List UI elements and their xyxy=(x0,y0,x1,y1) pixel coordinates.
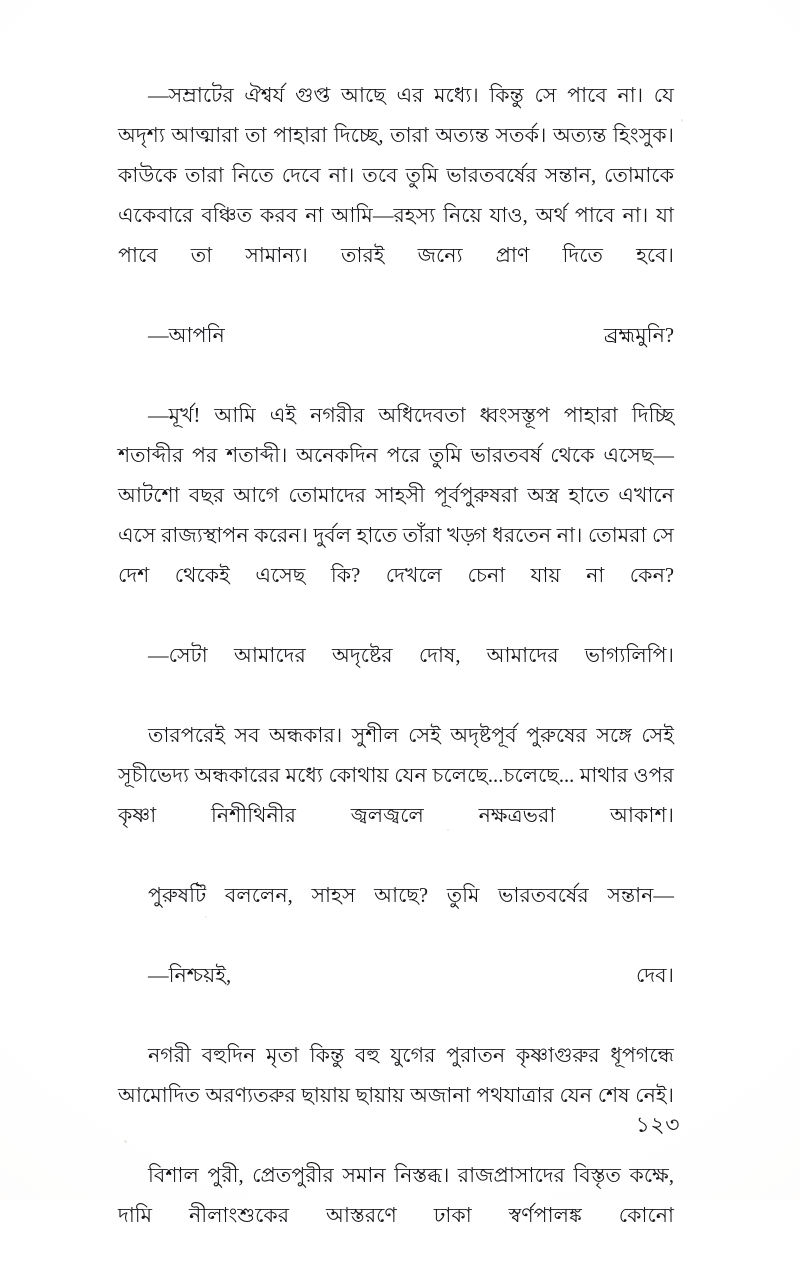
body-text-column xyxy=(118,76,674,1276)
paragraph: —নিশ্চয়ই, দেব। xyxy=(148,965,674,987)
page-number: ১২৩ xyxy=(635,1112,680,1137)
paragraph: —আপনি ব্রহ্মমুনি? xyxy=(148,325,674,347)
paragraph: তারপরেই সব অন্ধকার। সুশীল সেই অদৃষ্টপূর্ব পুরুষের সঙ্গে সেই সূচীভেদ্য অন্ধকারের মধ্যে কোথায় যেন চলেছে...চলেছে... মাথার ওপর কৃষ্ণা নিশীথিনীর জ্বলজ্বলে নক্ষত্রভরা আকাশ। xyxy=(118,725,674,827)
paragraph: পুরুষটি বললেন, সাহস আছে? তুমি ভারতবর্ষের সন্তান— xyxy=(148,885,674,907)
paragraph: নগরী বহুদিন মৃতা কিন্তু বহু যুগের পুরাতন কৃষ্ণাগুরুর ধূপগন্ধে আমোদিত অরণ্যতরুর ছায়ায় ছায়ায় অজানা পথযাত্রার যেন শেষ নেই। xyxy=(118,1045,674,1107)
paragraph: —সেটা আমাদের অদৃষ্টের দোষ, আমাদের ভাগ্যলিপি। xyxy=(148,645,674,667)
paragraph: বিশাল পুরী, প্রেতপুরীর সমান নিস্তব্ধ। রাজপ্রাসাদের বিস্তৃত কক্ষে, দামি নীলাংশুকের আস্তরণে ঢাকা স্বর্ণপালঙ্ক কোনো xyxy=(118,1165,674,1227)
scan-speck xyxy=(681,119,683,122)
paragraph: —সম্রাটের ঐশ্বর্য গুপ্ত আছে এর মধ্যে। কিন্তু সে পাবে না। যে অদৃশ্য আত্মারা তা পাহারা দিচ্ছে, তারা অত্যন্ত সতর্ক। অত্যন্ত হিংসুক। কাউকে তারা নিতে দেবে না। তবে তুমি ভারতবর্ষের সন্তান, তোমাকে একেবারে বঞ্চিত করব না আমি—রহস্য নিয়ে যাও, অর্থ পাবে না। যা পাবে তা সামান্য। তারই জন্যে প্রাণ দিতে হবে। xyxy=(118,85,674,267)
paragraph: —মূর্খ! আমি এই নগরীর অধিদেবতা ধ্বংসস্তূপ পাহারা দিচ্ছি শতাব্দীর পর শতাব্দী। অনেকদিন পরে তুমি ভারতবর্ষ থেকে এসেছ—আটশো বছর আগে তোমাদের সাহসী পূর্বপুরুষরা অস্ত্র হাতে এখানে এসে রাজ্যস্থাপন করেন। দুর্বল হাতে তাঁরা খড়্গ ধরতেন না। তোমরা সে দেশ থেকেই এসেছ কি? দেখলে চেনা যায় না কেন? xyxy=(118,405,674,587)
